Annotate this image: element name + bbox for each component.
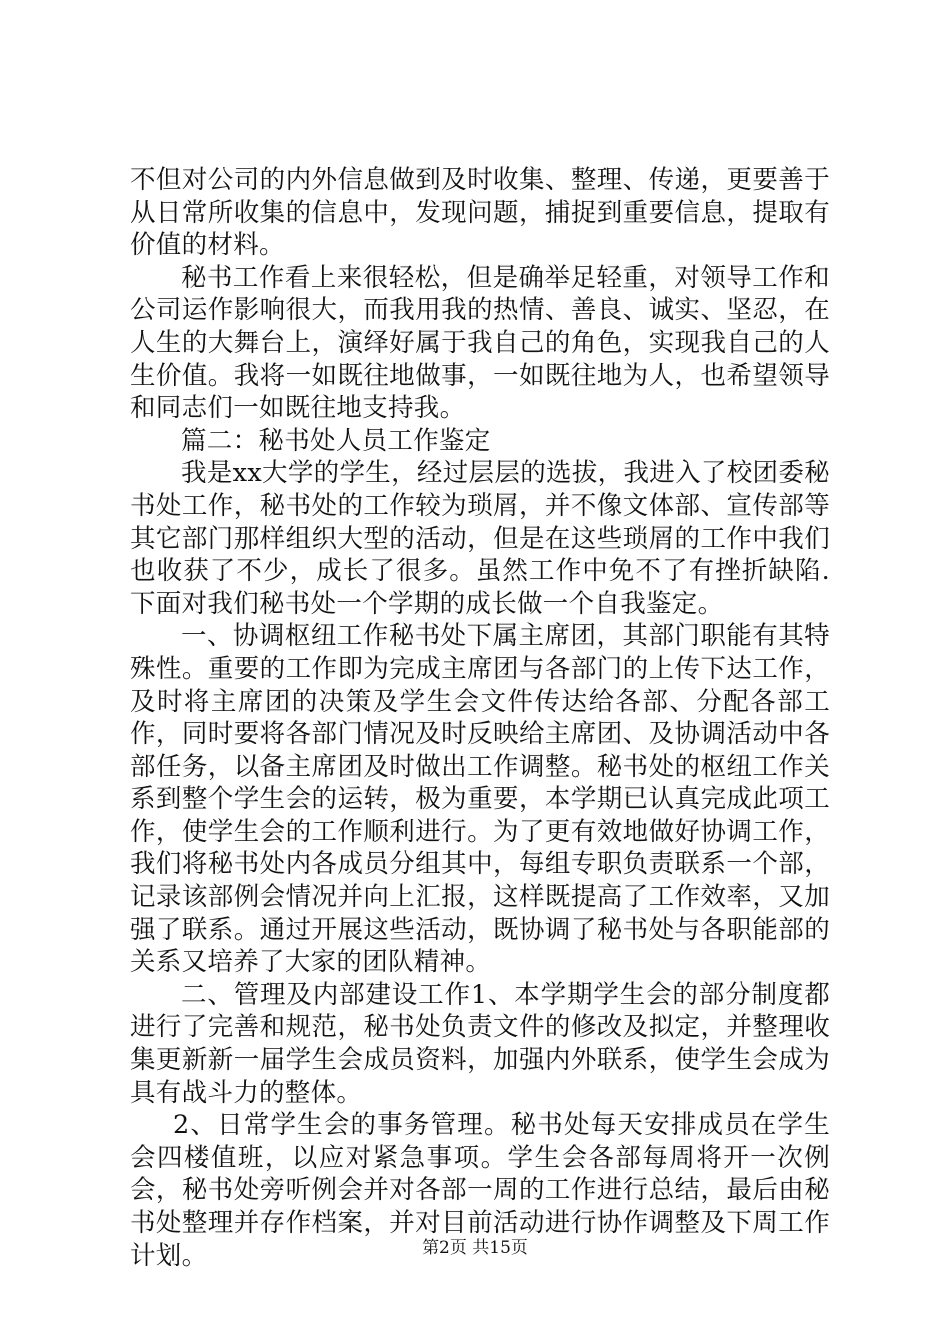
page-number-footer: 第2页 共15页 (422, 1238, 528, 1258)
section-heading: 篇二：秘书处人员工作鉴定 (181, 425, 491, 456)
document-body (130, 164, 830, 1272)
paragraph-2: 秘书工作看上来很轻松，但是确举足轻重，对领导工作和公司运作影响很大，而我用我的热情、善良、诚实、坚忍，在人生的大舞台上，演绎好属于我自己的角色，实现我自己的人生价值。我将一如既往地做事，一如既往地为人，也希望领导和同志们一如既往地支持我。 (130, 262, 830, 424)
paragraph-4: 一、协调枢纽工作秘书处下属主席团，其部门职能有其特殊性。重要的工作即为完成主席团与各部门的上传下达工作，及时将主席团的决策及学生会文件传达给各部、分配各部工作，同时要将各部门情况及时反映给主席团、及协调活动中各部任务，以备主席团及时做出工作调整。秘书处的枢纽工作关系到整个学生会的运转，极为重要，本学期已认真完成此项工作，使学生会的工作顺利进行。为了更有效地做好协调工作，我们将秘书处内各成员分组其中，每组专职负责联系一个部，记录该部例会情况并向上汇报，这样既提高了工作效率，又加强了联系。通过开展这些活动，既协调了秘书处与各职能部的关系又培养了大家的团队精神。 (130, 621, 830, 978)
paragraph-1: 不但对公司的内外信息做到及时收集、整理、传递，更要善于从日常所收集的信息中，发现问题，捕捉到重要信息，提取有价值的材料。 (130, 165, 830, 261)
paragraph-5: 二、管理及内部建设工作1、本学期学生会的部分制度都进行了完善和规范，秘书处负责文件的修改及拟定，并整理收集更新新一届学生会成员资料，加强内外联系，使学生会成为具有战斗力的整体。 (130, 979, 830, 1108)
paragraph-6: 2、日常学生会的事务管理。秘书处每天安排成员在学生会四楼值班，以应对紧急事项。学生会各部每周将开一次例会，秘书处旁听例会并对各部一周的工作进行总结，最后由秘书处整理并存作档案，并对目前活动进行协作调整及下周工作计划。 (130, 1110, 830, 1271)
paragraph-3: 我是xx大学的学生，经过层层的选拔，我进入了校团委秘书处工作，秘书处的工作较为琐屑，并不像文体部、宣传部等其它部门那样组织大型的活动，但是在这些琐屑的工作中我们也收获了不少，成长了很多。虽然工作中免不了有挫折缺陷.下面对我们秘书处一个学期的成长做一个自我鉴定。 (130, 458, 830, 619)
